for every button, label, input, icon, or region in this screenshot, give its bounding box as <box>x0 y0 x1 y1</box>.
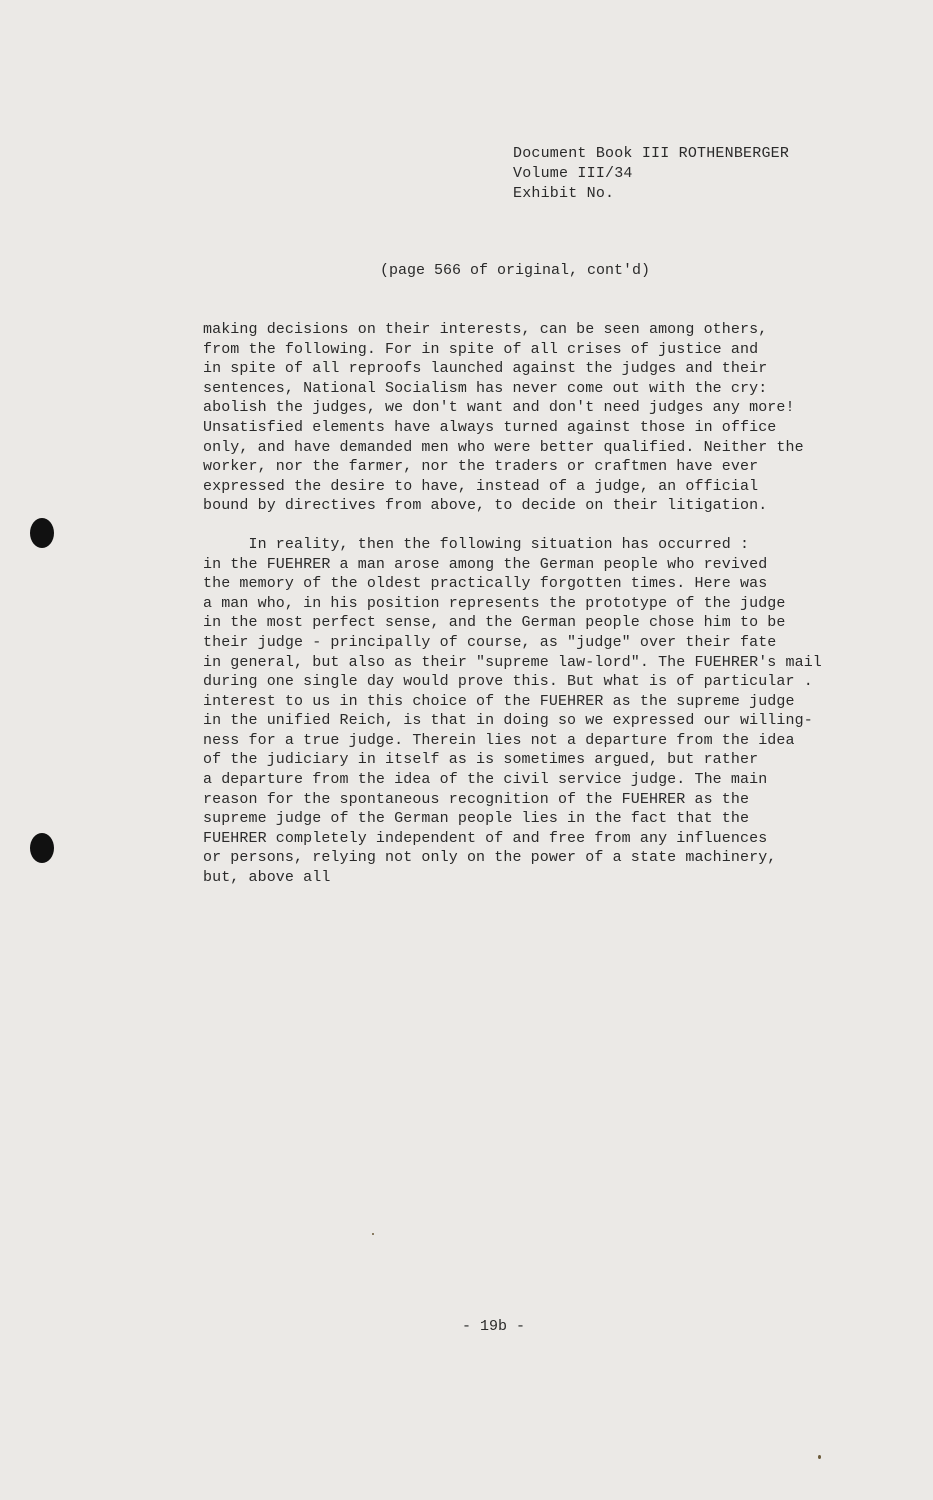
text-line: a departure from the idea of the civil service judge. The main <box>203 771 768 789</box>
text-line: in the FUEHRER a man arose among the German people who revived <box>203 555 768 573</box>
document-body <box>203 320 903 888</box>
header-exhibit: Exhibit No. <box>513 185 615 202</box>
text-line: in the unified Reich, is that in doing so we expressed our willing- <box>203 712 813 730</box>
text-line: abolish the judges, we don't want and don't need judges any more! <box>203 399 795 417</box>
page-number: - 19b - <box>462 1318 526 1335</box>
text-line: in general, but also as their "supreme law-lord". The FUEHRER's mail <box>203 653 822 671</box>
text-line: reason for the spontaneous recognition of the FUEHRER as the <box>203 790 750 808</box>
text-line: in spite of all reproofs launched against the judges and their <box>203 360 768 378</box>
text-line: in the most perfect sense, and the German people chose him to be <box>203 614 786 632</box>
text-line: worker, nor the farmer, nor the traders or craftmen have ever <box>203 458 759 476</box>
text-line: expressed the desire to have, instead of a judge, an official <box>203 477 759 495</box>
text-line: ness for a true judge. Therein lies not a departure from the idea <box>203 731 795 749</box>
text-line: sentences, National Socialism has never come out with the cry: <box>203 379 768 397</box>
text-line: Unsatisfied elements have always turned against those in office <box>203 418 777 436</box>
paper-speck <box>372 1233 374 1235</box>
document-header <box>513 144 789 204</box>
text-line: only, and have demanded men who were better qualified. Neither the <box>203 438 804 456</box>
page-reference: (page 566 of original, cont'd) <box>380 262 651 279</box>
punch-hole <box>30 833 54 863</box>
text-line: from the following. For in spite of all crises of justice and <box>203 340 759 358</box>
paper-speck <box>818 1455 821 1459</box>
text-line: interest to us in this choice of the FUEHRER as the supreme judge <box>203 692 795 710</box>
text-line: In reality, then the following situation has occurred : <box>203 535 750 553</box>
text-line: making decisions on their interests, can be seen among others, <box>203 321 768 338</box>
header-document-book: Document Book III ROTHENBERGER <box>513 145 790 162</box>
text-line: but, above all <box>203 869 331 887</box>
text-line: supreme judge of the German people lies in the fact that the <box>203 810 750 828</box>
text-line: FUEHRER completely independent of and free from any influences <box>203 829 768 847</box>
paragraph-1 <box>203 320 903 516</box>
text-line: bound by directives from above, to decide on their litigation. <box>203 497 768 515</box>
text-line: their judge - principally of course, as "judge" over their fate <box>203 633 777 651</box>
paragraph-2 <box>203 535 903 888</box>
header-volume: Volume III/34 <box>513 165 633 182</box>
text-line: during one single day would prove this. But what is of particular . <box>203 673 813 691</box>
text-line: a man who, in his position represents the prototype of the judge <box>203 594 786 612</box>
text-line: of the judiciary in itself as is sometimes argued, but rather <box>203 751 759 769</box>
text-line: or persons, relying not only on the power of a state machinery, <box>203 849 777 867</box>
punch-hole <box>30 518 54 548</box>
text-line: the memory of the oldest practically forgotten times. Here was <box>203 575 768 593</box>
